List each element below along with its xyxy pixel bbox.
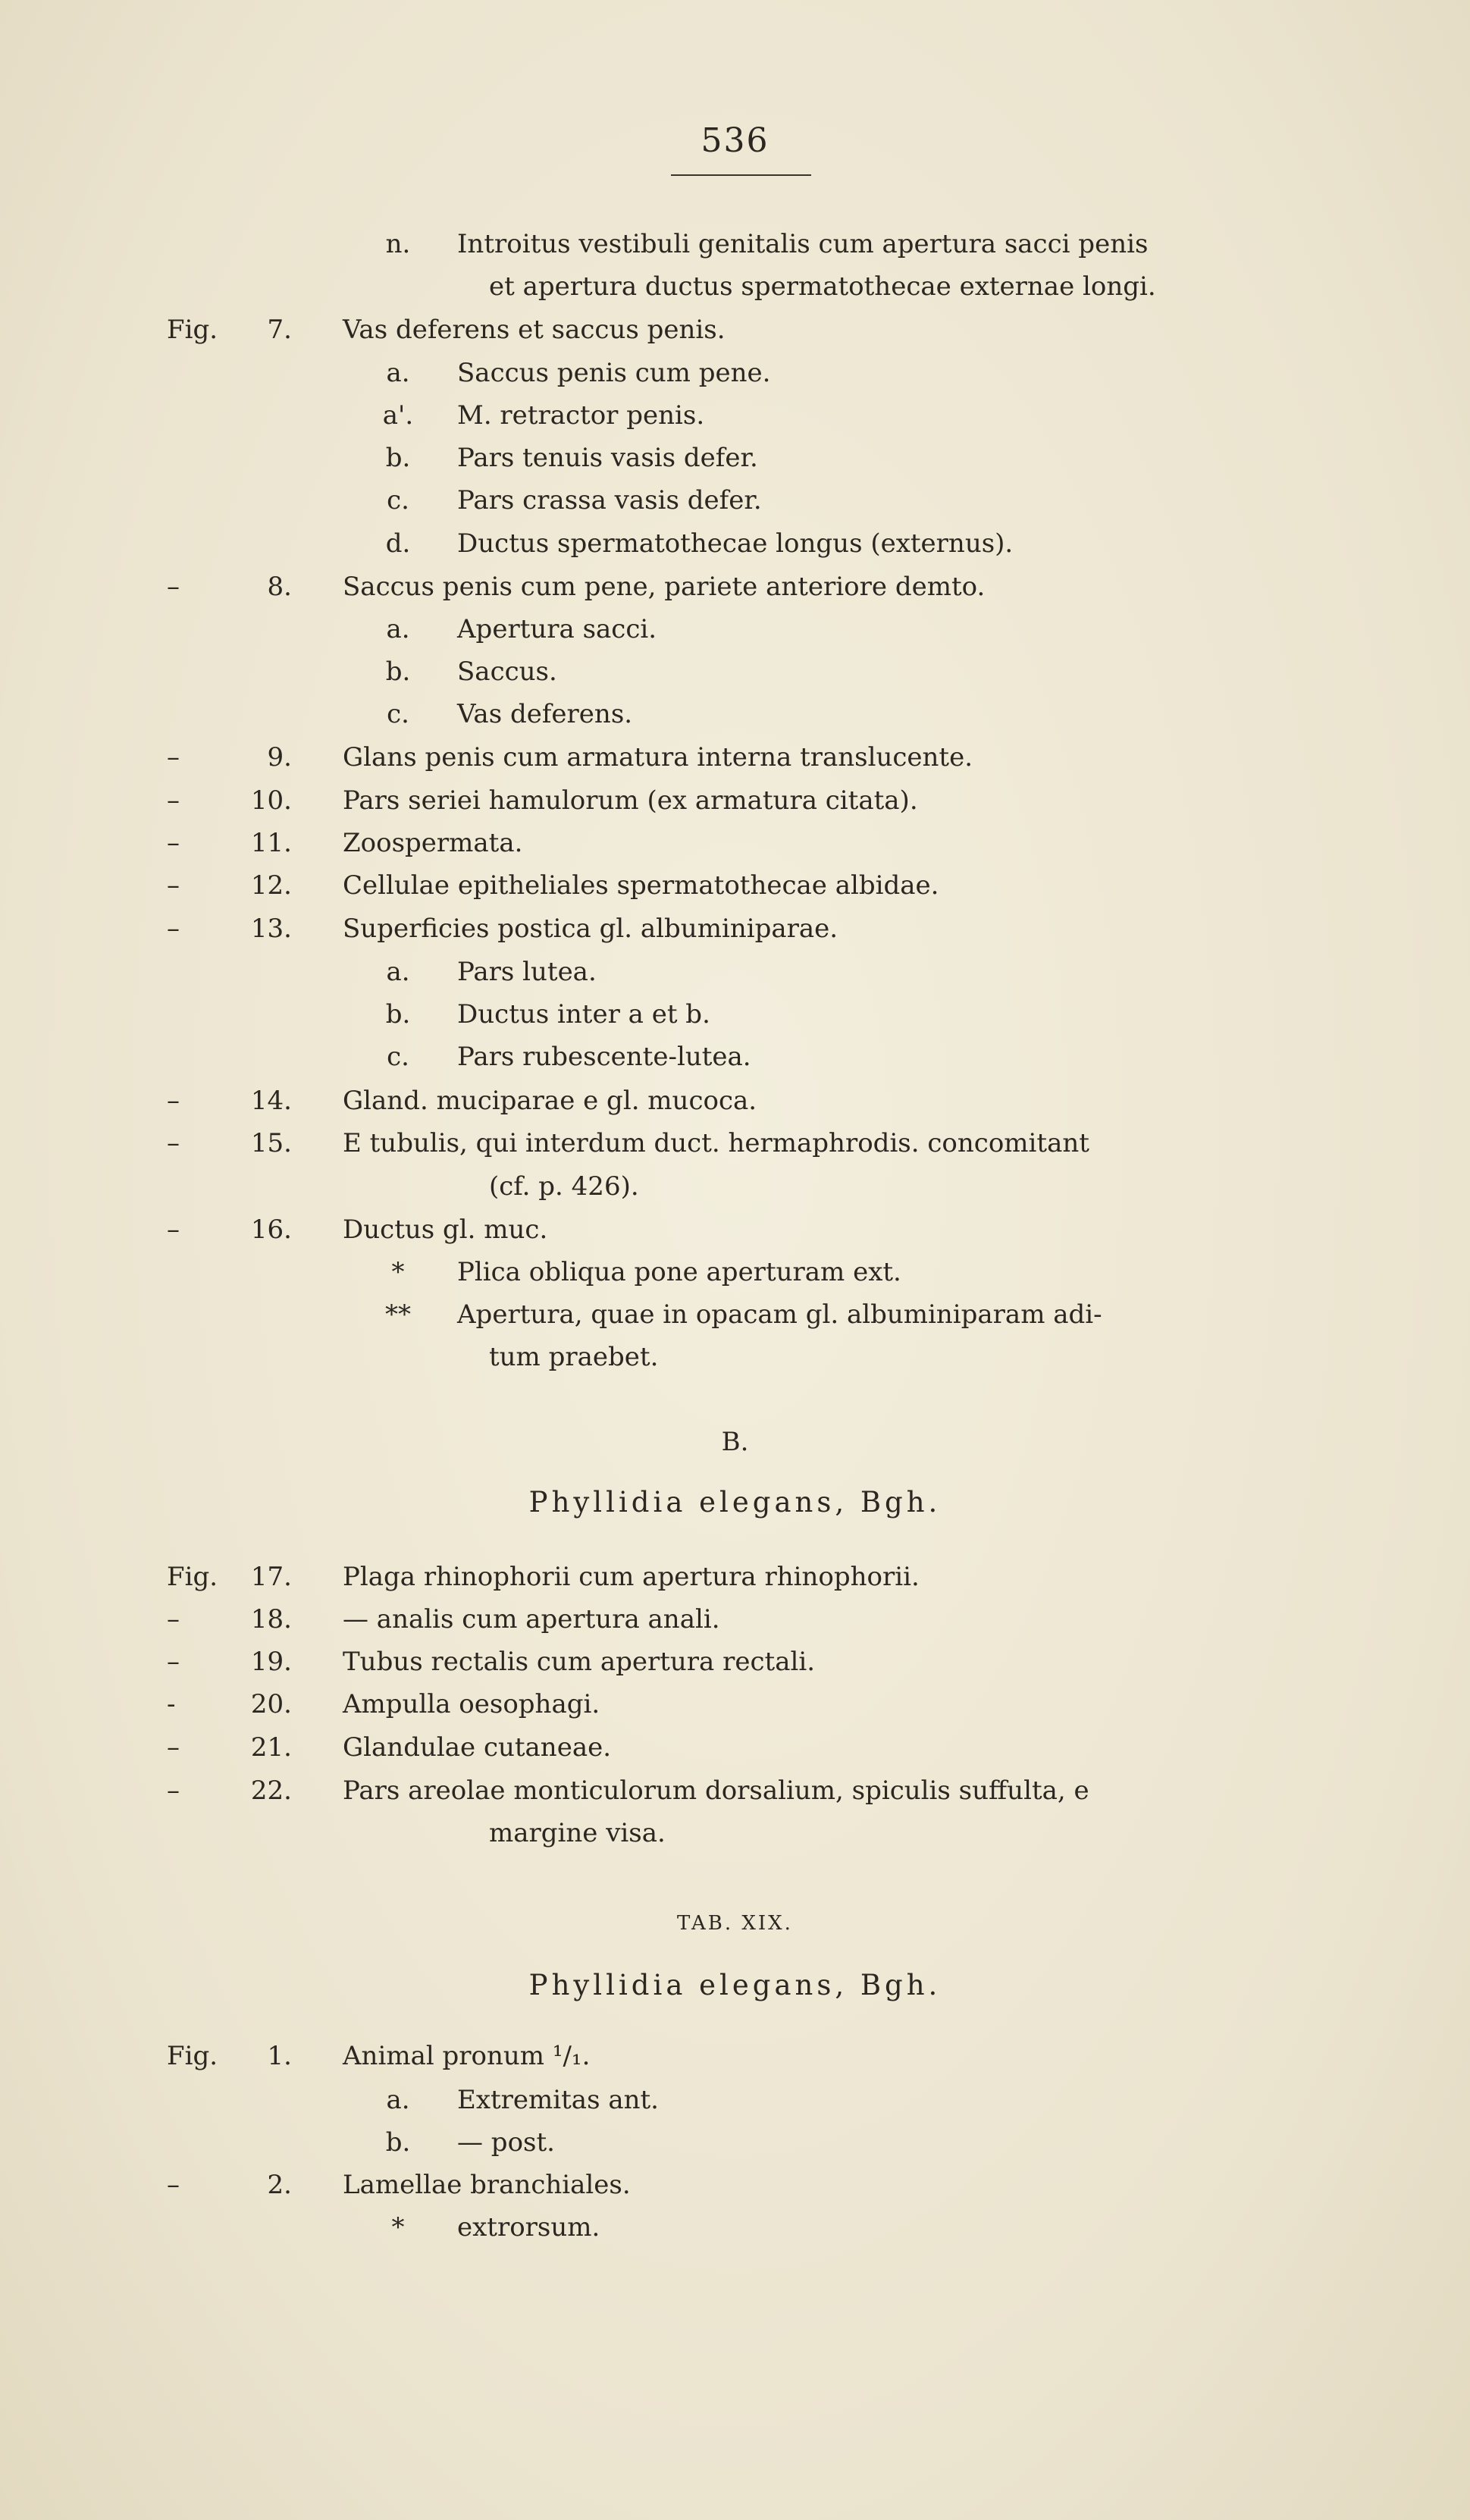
item-text: Glandulae cutaneae.	[343, 1732, 612, 1763]
item-text: Pars crassa vasis defer.	[457, 485, 762, 516]
fig-prefix: -	[167, 1689, 176, 1719]
caption-line	[0, 1776, 1470, 1818]
caption-line	[0, 657, 1470, 699]
item-label: c.	[387, 1042, 409, 1072]
caption-line	[0, 229, 1470, 271]
item-text: tum praebet.	[489, 1342, 659, 1372]
item-text: Ductus inter a et b.	[457, 999, 710, 1030]
caption-line	[0, 1128, 1470, 1171]
fig-number: 19.	[250, 1647, 292, 1677]
item-text: M. retractor penis.	[457, 400, 705, 431]
fig-prefix: –	[167, 572, 180, 602]
item-text: Pars lutea.	[457, 957, 597, 987]
item-text: Plaga rhinophorii cum apertura rhinophorii.	[343, 1562, 920, 1592]
item-label: b.	[385, 443, 411, 473]
fig-prefix: –	[167, 914, 180, 944]
caption-line	[0, 271, 1470, 314]
item-text: E tubulis, qui interdum duct. hermaphrodis. concomitant	[343, 1128, 1089, 1158]
fig-prefix: –	[167, 742, 180, 773]
caption-line	[0, 1818, 1470, 1860]
fig-number: 22.	[250, 1776, 292, 1806]
item-text: Lamellae branchiales.	[343, 2170, 631, 2200]
caption-line	[0, 1086, 1470, 1128]
caption-line	[0, 2127, 1470, 2170]
item-label: a.	[386, 2085, 410, 2115]
fig-prefix: –	[167, 828, 180, 858]
fig-number: 12.	[250, 870, 292, 901]
page-number: 536	[701, 121, 769, 160]
item-text: Pars rubescente-lutea.	[457, 1042, 751, 1072]
fig-number: 10.	[250, 785, 292, 816]
caption-line	[0, 1215, 1470, 1257]
item-label: b.	[385, 2127, 411, 2158]
fig-prefix: –	[167, 1086, 180, 1116]
caption-line	[0, 485, 1470, 528]
item-text: Pars seriei hamulorum (ex armatura citata).	[343, 785, 918, 816]
caption-line	[0, 2212, 1470, 2255]
section-heading	[0, 1486, 1470, 1528]
caption-line	[0, 957, 1470, 999]
heading-text: Phyllidia elegans, Bgh.	[528, 1486, 942, 1519]
item-text: Cellulae epitheliales spermatothecae albidae.	[343, 870, 939, 901]
caption-line	[0, 1299, 1470, 1342]
item-label: b.	[385, 999, 411, 1030]
item-text: Introitus vestibuli genitalis cum apertura sacci penis	[457, 229, 1149, 259]
item-text: margine visa.	[489, 1818, 666, 1848]
item-text: Ductus spermatothecae longus (externus).	[457, 528, 1014, 559]
fig-number: 9.	[267, 742, 292, 773]
fig-number: 8.	[267, 572, 292, 602]
item-label: c.	[387, 485, 409, 516]
caption-line	[0, 1562, 1470, 1604]
caption-line	[0, 528, 1470, 571]
item-text: Gland. muciparae e gl. mucoca.	[343, 1086, 757, 1116]
section-heading	[0, 1969, 1470, 2011]
caption-line	[0, 443, 1470, 485]
page-number-rule	[671, 174, 811, 176]
fig-prefix: Fig.	[167, 315, 218, 345]
caption-line	[0, 315, 1470, 357]
item-text: Ampulla oesophagi.	[343, 1689, 600, 1719]
caption-line	[0, 400, 1470, 443]
item-text: (cf. p. 426).	[489, 1171, 639, 1202]
item-text: Plica obliqua pone aperturam ext.	[457, 1257, 901, 1287]
caption-line	[0, 572, 1470, 614]
caption-line	[0, 1042, 1470, 1084]
caption-line	[0, 999, 1470, 1042]
caption-line	[0, 828, 1470, 870]
caption-line	[0, 1689, 1470, 1732]
caption-line	[0, 914, 1470, 956]
fig-number: 14.	[250, 1086, 292, 1116]
fig-prefix: –	[167, 870, 180, 901]
item-label: *	[391, 1257, 405, 1287]
item-text: — analis cum apertura anali.	[343, 1604, 720, 1635]
item-label: a.	[386, 614, 410, 644]
caption-line	[0, 2085, 1470, 2127]
fig-prefix: –	[167, 1647, 180, 1677]
caption-line	[0, 358, 1470, 400]
item-text: Saccus penis cum pene.	[457, 358, 771, 388]
item-text: extrorsum.	[457, 2212, 600, 2243]
item-label: a'.	[382, 400, 414, 431]
fig-prefix: –	[167, 1215, 180, 1245]
item-text: Superficies postica gl. albuminiparae.	[343, 914, 838, 944]
item-text: Extremitas ant.	[457, 2085, 659, 2115]
fig-number: 17.	[250, 1562, 292, 1592]
item-label: n.	[385, 229, 411, 259]
item-text: Saccus penis cum pene, pariete anteriore demto.	[343, 572, 986, 602]
caption-line	[0, 1342, 1470, 1384]
item-text: Pars tenuis vasis defer.	[457, 443, 758, 473]
fig-number: 21.	[250, 1732, 292, 1763]
caption-line	[0, 699, 1470, 741]
item-text: Saccus.	[457, 657, 557, 687]
item-text: Glans penis cum armatura interna translucente.	[343, 742, 973, 773]
fig-prefix: –	[167, 1604, 180, 1635]
item-text: Ductus gl. muc.	[343, 1215, 548, 1245]
fig-prefix: –	[167, 1128, 180, 1158]
fig-number: 7.	[267, 315, 292, 345]
caption-line	[0, 785, 1470, 828]
item-text: Pars areolae monticulorum dorsalium, spiculis suffulta, e	[343, 1776, 1089, 1806]
item-label: **	[385, 1299, 411, 1330]
section-heading	[0, 1427, 1470, 1469]
fig-number: 20.	[250, 1689, 292, 1719]
item-label: b.	[385, 657, 411, 687]
caption-line	[0, 1732, 1470, 1775]
fig-prefix: –	[167, 785, 180, 816]
section-heading	[0, 1912, 1470, 1954]
item-text: Animal pronum ¹/₁.	[343, 2041, 591, 2071]
caption-line	[0, 1604, 1470, 1647]
item-label: d.	[385, 528, 411, 559]
fig-number: 11.	[250, 828, 292, 858]
item-text: et apertura ductus spermatothecae externae longi.	[489, 271, 1156, 302]
item-text: Apertura, quae in opacam gl. albuminiparam adi-	[457, 1299, 1102, 1330]
caption-line	[0, 614, 1470, 657]
item-text: Vas deferens et saccus penis.	[343, 315, 726, 345]
item-label: c.	[387, 699, 409, 729]
fig-prefix: Fig.	[167, 1562, 218, 1592]
caption-line	[0, 742, 1470, 785]
caption-line	[0, 2041, 1470, 2083]
caption-line	[0, 1171, 1470, 1214]
caption-line	[0, 1257, 1470, 1299]
item-text: Tubus rectalis cum apertura rectali.	[343, 1647, 816, 1677]
item-label: a.	[386, 957, 410, 987]
heading-text: Phyllidia elegans, Bgh.	[528, 1969, 942, 2001]
fig-number: 13.	[250, 914, 292, 944]
fig-number: 16.	[250, 1215, 292, 1245]
heading-text: B.	[721, 1427, 749, 1457]
fig-number: 15.	[250, 1128, 292, 1158]
item-text: — post.	[457, 2127, 555, 2158]
item-text: Vas deferens.	[457, 699, 633, 729]
caption-line	[0, 870, 1470, 913]
item-label: a.	[386, 358, 410, 388]
fig-number: 1.	[267, 2041, 292, 2071]
heading-text: TAB. XIX.	[677, 1912, 793, 1935]
caption-line	[0, 1647, 1470, 1689]
item-label: *	[391, 2212, 405, 2243]
fig-prefix: Fig.	[167, 2041, 218, 2071]
caption-line	[0, 2170, 1470, 2212]
fig-prefix: –	[167, 1776, 180, 1806]
item-text: Zoospermata.	[343, 828, 523, 858]
item-text: Apertura sacci.	[457, 614, 657, 644]
fig-number: 18.	[250, 1604, 292, 1635]
fig-number: 2.	[267, 2170, 292, 2200]
fig-prefix: –	[167, 1732, 180, 1763]
fig-prefix: –	[167, 2170, 180, 2200]
